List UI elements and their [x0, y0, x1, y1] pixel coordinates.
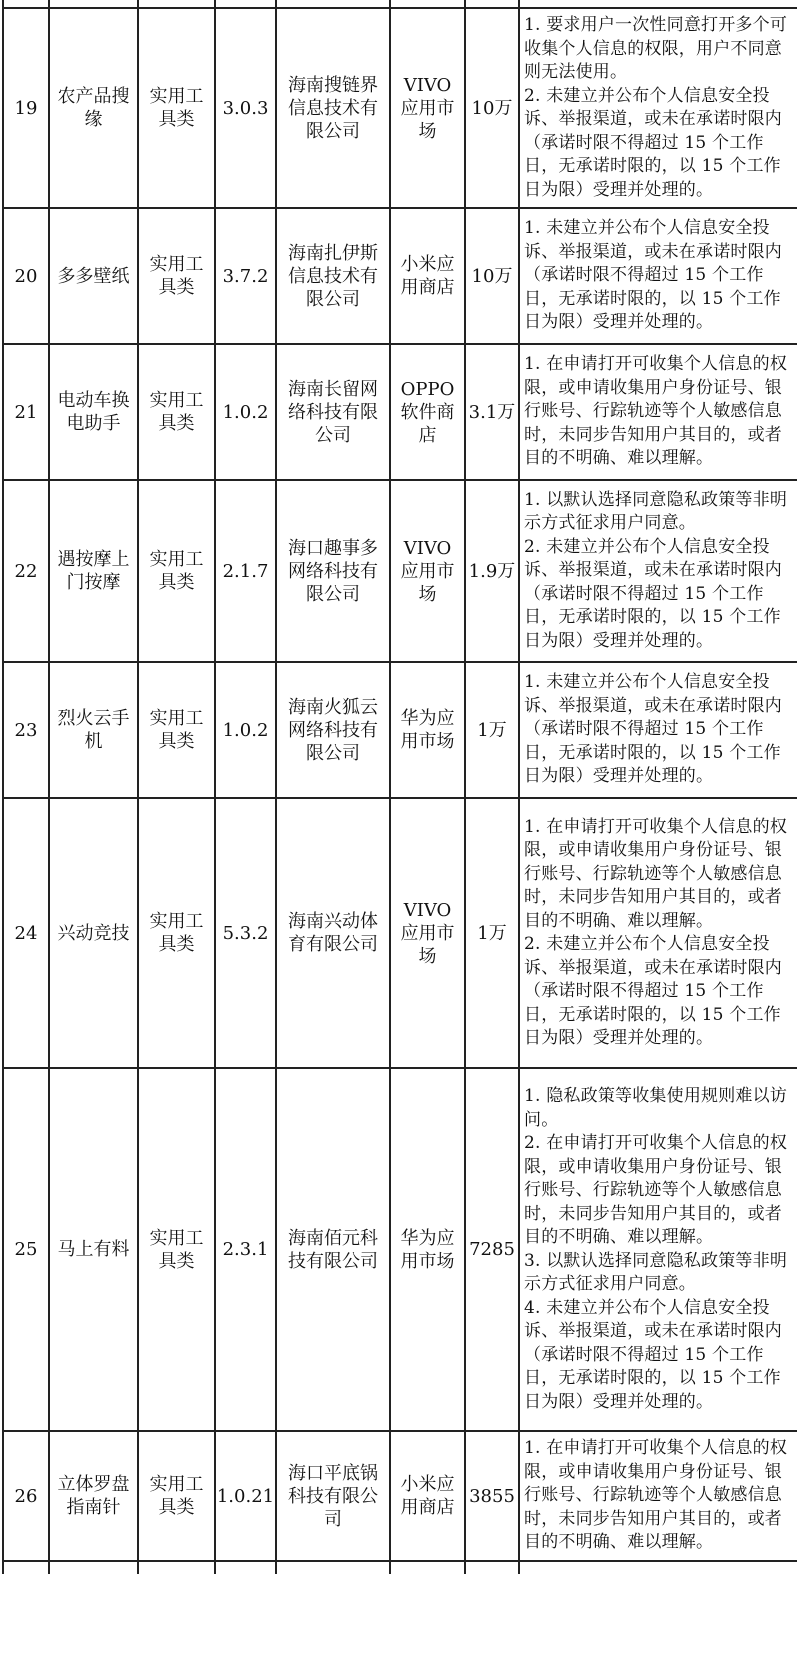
row-index: 24	[3, 798, 49, 1068]
app-version: 1.0.2	[215, 662, 276, 798]
row-index: 25	[3, 1068, 49, 1431]
download-count: 3855	[465, 1431, 519, 1561]
download-count: 3.1万	[465, 344, 519, 480]
download-count: 7285	[465, 1068, 519, 1431]
app-store: 华为应用市场	[390, 662, 465, 798]
app-name: 农产品搜缘	[49, 8, 138, 208]
row-index: 23	[3, 662, 49, 798]
app-name: 马上有料	[49, 1068, 138, 1431]
issues-cell	[519, 662, 797, 798]
issue-item: 2. 在申请打开可收集个人信息的权限，或申请收集用户身份证号、银行账号、行踪轨迹等个人敏感信息时，未同步告知用户其目的，或者目的不明确、难以理解。	[524, 1133, 788, 1247]
issue-item: 1. 未建立并公布个人信息安全投诉、举报渠道，或未在承诺时限内（承诺时限不得超过 15 个工作日，无承诺时限的，以 15 个工作日为限）受理并处理的。	[524, 218, 782, 333]
issues-cell	[519, 480, 797, 662]
download-count: 10万	[465, 8, 519, 208]
app-version: 2.1.7	[215, 480, 276, 662]
app-category: 实用工具类	[138, 798, 215, 1068]
issues-cell	[519, 1068, 797, 1431]
issues-cell	[519, 8, 797, 208]
issues-cell	[519, 798, 797, 1068]
table-row	[3, 1431, 797, 1561]
issue-item: 1. 以默认选择同意隐私政策等非明示方式征求用户同意。	[524, 489, 788, 534]
app-name: 烈火云手机	[49, 662, 138, 798]
row-index: 21	[3, 344, 49, 480]
app-violations-table	[2, 0, 797, 1574]
download-count: 10万	[465, 208, 519, 344]
app-name: 电动车换电助手	[49, 344, 138, 480]
table-row-cut-bottom	[3, 1561, 797, 1574]
row-index: 20	[3, 208, 49, 344]
download-count: 1万	[465, 662, 519, 798]
company-name: 海南长留网络科技有限公司	[276, 344, 390, 480]
issues-cell	[519, 208, 797, 344]
company-name: 海口趣事多网络科技有限公司	[276, 480, 390, 662]
app-name: 多多壁纸	[49, 208, 138, 344]
app-store: VIVO应用市场	[390, 480, 465, 662]
company-name: 海南佰元科技有限公司	[276, 1068, 390, 1431]
company-name: 海南搜链界信息技术有限公司	[276, 8, 390, 208]
issue-item: 1. 要求用户一次性同意打开多个可收集个人信息的权限，用户不同意则无法使用。	[524, 15, 788, 82]
company-name: 海南兴动体育有限公司	[276, 798, 390, 1068]
issue-item: 3. 以默认选择同意隐私政策等非明示方式征求用户同意。	[524, 1250, 788, 1294]
row-index: 19	[3, 8, 49, 208]
app-violations-table-wrapper	[2, 0, 797, 1671]
issue-item: 1. 未建立并公布个人信息安全投诉、举报渠道，或未在承诺时限内（承诺时限不得超过 15 个工作日，无承诺时限的，以 15 个工作日为限）受理并处理的。	[524, 672, 782, 787]
row-index: 22	[3, 480, 49, 662]
company-name: 海南扎伊斯信息技术有限公司	[276, 208, 390, 344]
issue-item: 1. 在申请打开可收集个人信息的权限，或申请收集用户身份证号、银行账号、行踪轨迹等个人敏感信息时，未同步告知用户其目的，或者目的不明确、难以理解。	[524, 816, 788, 931]
table-row	[3, 208, 797, 344]
table-row	[3, 480, 797, 662]
download-count: 1万	[465, 798, 519, 1068]
app-store: 小米应用商店	[390, 1431, 465, 1561]
app-category: 实用工具类	[138, 480, 215, 662]
issues-cell	[519, 1431, 797, 1561]
issue-item: 2. 未建立并公布个人信息安全投诉、举报渠道，或未在承诺时限内（承诺时限不得超过 15 个工作日，无承诺时限的，以 15 个工作日为限）受理并处理的。	[524, 934, 782, 1048]
app-category: 实用工具类	[138, 1068, 215, 1431]
app-category: 实用工具类	[138, 8, 215, 208]
download-count: 1.9万	[465, 480, 519, 662]
app-store: 小米应用商店	[390, 208, 465, 344]
row-index: 26	[3, 1431, 49, 1561]
table-row	[3, 798, 797, 1068]
app-store: 华为应用市场	[390, 1068, 465, 1431]
app-name: 兴动竞技	[49, 798, 138, 1068]
issue-item: 2. 未建立并公布个人信息安全投诉、举报渠道，或未在承诺时限内（承诺时限不得超过 15 个工作日，无承诺时限的，以 15 个工作日为限）受理并处理的。	[524, 536, 782, 651]
table-row	[3, 8, 797, 208]
app-category: 实用工具类	[138, 344, 215, 480]
app-version: 5.3.2	[215, 798, 276, 1068]
app-name: 立体罗盘指南针	[49, 1431, 138, 1561]
issue-item: 1. 隐私政策等收集使用规则难以访问。	[524, 1086, 788, 1130]
issue-item: 1. 在申请打开可收集个人信息的权限，或申请收集用户身份证号、银行账号、行踪轨迹等个人敏感信息时，未同步告知用户其目的，或者目的不明确、难以理解。	[524, 1438, 788, 1553]
app-category: 实用工具类	[138, 208, 215, 344]
table-row	[3, 662, 797, 798]
table-row	[3, 344, 797, 480]
app-category: 实用工具类	[138, 662, 215, 798]
table-row-cut-top	[3, 0, 797, 8]
app-version: 3.7.2	[215, 208, 276, 344]
app-version: 3.0.3	[215, 8, 276, 208]
issue-item: 1. 在申请打开可收集个人信息的权限，或申请收集用户身份证号、银行账号、行踪轨迹等个人敏感信息时，未同步告知用户其目的，或者目的不明确、难以理解。	[524, 354, 788, 469]
app-version: 2.3.1	[215, 1068, 276, 1431]
company-name: 海南火狐云网络科技有限公司	[276, 662, 390, 798]
issue-item: 4. 未建立并公布个人信息安全投诉、举报渠道，或未在承诺时限内（承诺时限不得超过 15 个工作日，无承诺时限的，以 15 个工作日为限）受理并处理的。	[524, 1297, 782, 1412]
issue-item: 2. 未建立并公布个人信息安全投诉、举报渠道，或未在承诺时限内（承诺时限不得超过 15 个工作日，无承诺时限的，以 15 个工作日为限）受理并处理的。	[524, 85, 782, 200]
table-row	[3, 1068, 797, 1431]
app-version: 1.0.21	[215, 1431, 276, 1561]
app-store: VIVO应用市场	[390, 8, 465, 208]
table-body	[3, 0, 797, 1574]
app-category: 实用工具类	[138, 1431, 215, 1561]
app-name: 遇按摩上门按摩	[49, 480, 138, 662]
app-version: 1.0.2	[215, 344, 276, 480]
app-store: VIVO应用市场	[390, 798, 465, 1068]
app-store: OPPO软件商店	[390, 344, 465, 480]
company-name: 海口平底锅科技有限公司	[276, 1431, 390, 1561]
issues-cell	[519, 344, 797, 480]
